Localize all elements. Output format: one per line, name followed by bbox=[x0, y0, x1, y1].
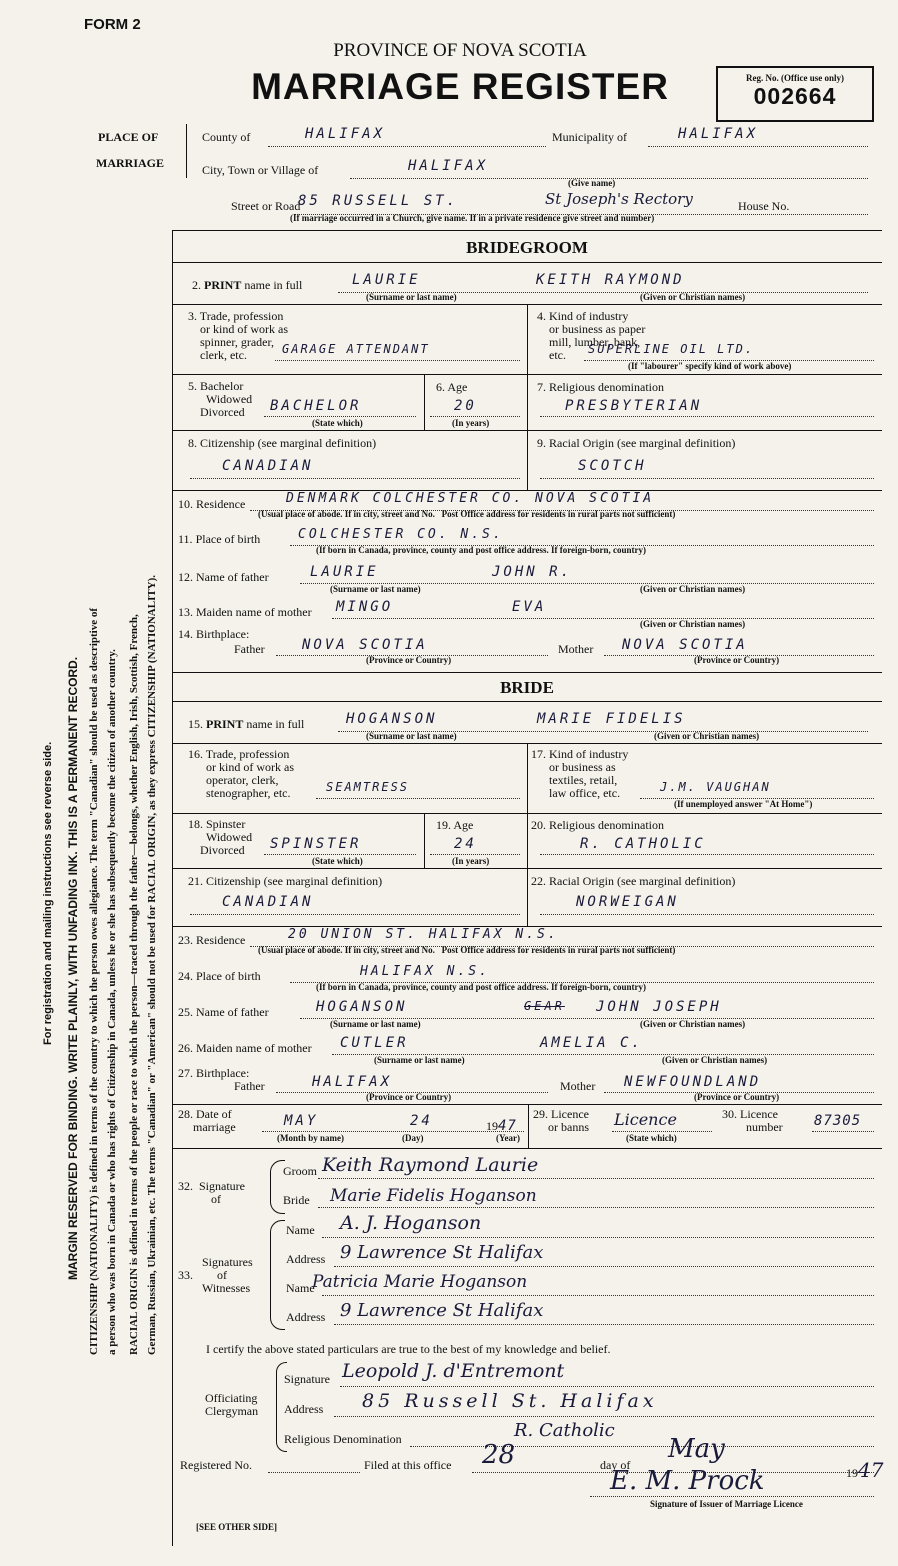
bride-bp-father-label: Father bbox=[234, 1079, 265, 1093]
groom-residence-label: 10. Residence bbox=[178, 497, 246, 511]
groom-bp-father-note: (Province or Country) bbox=[366, 655, 452, 665]
groom-bp-father-label: Father bbox=[234, 642, 265, 656]
see-other-side: [SEE OTHER SIDE] bbox=[196, 1522, 278, 1532]
groom-father-label: 12. Name of father bbox=[178, 570, 269, 584]
sig-label: 32. Signature of bbox=[178, 1179, 245, 1206]
day-of-label: day of bbox=[600, 1458, 631, 1472]
place-label-2: MARRIAGE bbox=[96, 156, 164, 170]
bride-section-title: BRIDE bbox=[500, 678, 554, 697]
registered-label: Registered No. bbox=[180, 1458, 252, 1472]
bride-father-given: JOHN JOSEPH bbox=[596, 999, 722, 1015]
licence-label: 29. Licence or banns bbox=[533, 1107, 589, 1134]
groom-surname: LAURIE bbox=[352, 272, 421, 288]
wit2-address-label: Address bbox=[286, 1310, 326, 1324]
groom-father-given-note: (Given or Christian names) bbox=[640, 584, 746, 594]
county-value: HALIFAX bbox=[305, 126, 386, 142]
groom-status-label: 5. Bachelor Widowed Divorced bbox=[188, 379, 253, 419]
street-extra-value: St Joseph's Rectory bbox=[545, 190, 693, 208]
licence-number-value: 87305 bbox=[814, 1113, 862, 1129]
bride-mother-given: AMELIA C. bbox=[540, 1035, 643, 1051]
groom-mother-label: 13. Maiden name of mother bbox=[178, 605, 312, 619]
groom-industry-value: SUPERLINE OIL LTD. bbox=[588, 342, 755, 356]
groom-given: KEITH RAYMOND bbox=[536, 272, 685, 288]
day-note: (Day) bbox=[402, 1133, 424, 1143]
clergy-signature: Leopold J. d'Entremont bbox=[342, 1360, 565, 1382]
groom-citizen-label: 8. Citizenship (see marginal definition) bbox=[188, 436, 377, 450]
city-label: City, Town or Village of bbox=[202, 163, 319, 177]
reg-label: Reg. No. (Office use only) bbox=[746, 73, 844, 83]
groom-birth-value: COLCHESTER CO. N.S. bbox=[298, 527, 504, 542]
bride-religion-value: R. CATHOLIC bbox=[580, 836, 706, 852]
groom-religion-value: PRESBYTERIAN bbox=[565, 398, 703, 414]
bride-mother-given-note: (Given or Christian names) bbox=[662, 1055, 768, 1065]
bride-surname-note: (Surname or last name) bbox=[366, 731, 457, 741]
wit1-address: 9 Lawrence St Halifax bbox=[340, 1242, 544, 1263]
bride-birth-note: (If born in Canada, province, county and post office address. If foreign-born, country) bbox=[316, 982, 647, 992]
issuer-label: Signature of Issuer of Marriage Licence bbox=[650, 1499, 803, 1509]
groom-bp-mother-label: Mother bbox=[558, 642, 594, 656]
bride-age-value: 24 bbox=[454, 836, 477, 852]
groom-signature: Keith Raymond Laurie bbox=[322, 1154, 539, 1176]
bride-bp-father: HALIFAX bbox=[312, 1074, 393, 1090]
groom-mother-surname: MINGO bbox=[336, 599, 394, 615]
bride-status-label: 18. Spinster Widowed Divorced bbox=[188, 817, 253, 857]
bride-racial-label: 22. Racial Origin (see marginal definition) bbox=[531, 874, 736, 888]
groom-status-value: BACHELOR bbox=[270, 398, 362, 414]
witness-label: Signatures 33. of Witnesses bbox=[178, 1255, 253, 1295]
municipality-label: Municipality of bbox=[552, 130, 627, 144]
bride-racial-value: NORWEIGAN bbox=[576, 894, 679, 910]
bride-industry-label: 17. Kind of industry or business as textiles, retail, law office, etc. bbox=[531, 747, 629, 800]
bride-citizen-label: 21. Citizenship (see marginal definition) bbox=[188, 874, 383, 888]
bride-surname: HOGANSON bbox=[346, 711, 438, 727]
margin-line-6: German, Russian, Ukrainian, etc. The terms "Canadian" or "American" should not be used for RACIAL ORIGIN, as they express CITIZENSHIP (NATIONALITY). bbox=[146, 574, 158, 1355]
filed-month: May bbox=[668, 1434, 725, 1464]
wit1-address-label: Address bbox=[286, 1252, 326, 1266]
bride-father-surname-note: (Surname or last name) bbox=[330, 1019, 421, 1029]
page-title: MARRIAGE REGISTER bbox=[251, 66, 669, 107]
place-label-1: PLACE OF bbox=[98, 130, 159, 144]
denomination-value: R. Catholic bbox=[514, 1420, 615, 1441]
street-note: (If marriage occurred in a Church, give name. If in a private residence give street and number) bbox=[290, 213, 655, 223]
bride-sig-label: Bride bbox=[283, 1193, 310, 1207]
groom-father-given: JOHN R. bbox=[492, 564, 573, 580]
marriage-month: MAY bbox=[284, 1113, 319, 1129]
wit2-name: Patricia Marie Hoganson bbox=[312, 1272, 528, 1292]
bride-name-label: 15. PRINT name in full bbox=[188, 717, 305, 731]
groom-citizen-value: CANADIAN bbox=[222, 458, 314, 474]
month-note: (Month by name) bbox=[277, 1133, 344, 1143]
bride-residence-value: 20 UNION ST. HALIFAX N.S. bbox=[288, 927, 559, 942]
form-code: FORM 2 bbox=[84, 16, 141, 33]
groom-age-note: (In years) bbox=[452, 418, 490, 428]
certify-text: I certify the above stated particulars are true to the best of my knowledge and belief. bbox=[206, 1342, 611, 1356]
bride-trade-value: SEAMTRESS bbox=[326, 780, 410, 794]
bride-mother-surname: CUTLER bbox=[340, 1035, 409, 1051]
bride-status-value: SPINSTER bbox=[270, 836, 362, 852]
filed-day: 28 bbox=[482, 1440, 516, 1470]
bride-bp-father-note: (Province or Country) bbox=[366, 1092, 452, 1102]
groom-birth-label: 11. Place of birth bbox=[178, 532, 261, 546]
bride-bp-mother: NEWFOUNDLAND bbox=[624, 1074, 762, 1090]
groom-mother-given: EVA bbox=[512, 599, 547, 615]
licence-note: (State which) bbox=[626, 1133, 677, 1143]
bride-industry-note: (If unemployed answer "At Home") bbox=[674, 799, 813, 809]
denomination-label: Religious Denomination bbox=[284, 1432, 402, 1446]
bride-residence-note: (Usual place of abode. If in city, street and No. Post Office address for residents in rural parts not sufficient) bbox=[258, 945, 676, 955]
bride-mother-surname-note: (Surname or last name) bbox=[374, 1055, 465, 1065]
groom-industry-note: (If "labourer" specify kind of work above) bbox=[628, 361, 792, 371]
groom-birthplace-label: 14. Birthplace: bbox=[178, 627, 250, 641]
bride-father-surname: HOGANSON bbox=[316, 999, 408, 1015]
groom-racial-label: 9. Racial Origin (see marginal definition) bbox=[537, 436, 736, 450]
clergy-address-label: Address bbox=[284, 1402, 324, 1416]
groom-bp-mother: NOVA SCOTIA bbox=[622, 637, 748, 653]
groom-father-surname: LAURIE bbox=[310, 564, 379, 580]
province-heading: PROVINCE OF NOVA SCOTIA bbox=[333, 40, 587, 61]
groom-bp-mother-note: (Province or Country) bbox=[694, 655, 780, 665]
filed-year: 1947 bbox=[846, 1458, 884, 1482]
year-note: (Year) bbox=[496, 1133, 520, 1143]
groom-age-label: 6. Age bbox=[436, 380, 468, 394]
house-label: House No. bbox=[738, 199, 790, 213]
clergy-address: 85 Russell St. Halifax bbox=[362, 1390, 658, 1412]
margin-line-3: CITIZENSHIP (NATIONALITY) is defined in terms of the country to which the person owes allegiance. The term "Canadian" should be used as descriptive of bbox=[88, 607, 100, 1355]
officiating-label: Officiating Clergyman bbox=[205, 1391, 259, 1418]
licence-value: Licence bbox=[614, 1110, 677, 1129]
margin-line-4: a person who was born in Canada or who has rights of Citizenship in Canada, unless he or she has subsequently become the citizen of another country. bbox=[106, 649, 118, 1355]
groom-trade-label: 3. Trade, profession or kind of work as spinner, grader, clerk, etc. bbox=[188, 309, 288, 362]
date-label: 28. Date of marriage bbox=[178, 1107, 236, 1134]
city-value: HALIFAX bbox=[408, 158, 489, 174]
bride-age-note: (In years) bbox=[452, 856, 490, 866]
street-label: Street or Road bbox=[231, 199, 301, 213]
bride-given-note: (Given or Christian names) bbox=[654, 731, 760, 741]
groom-religion-label: 7. Religious denomination bbox=[537, 380, 664, 394]
groom-sig-label: Groom bbox=[283, 1164, 317, 1178]
groom-section-title: BRIDEGROOM bbox=[466, 238, 588, 257]
groom-surname-note: (Surname or last name) bbox=[366, 292, 457, 302]
marriage-year: 1947 bbox=[486, 1118, 517, 1134]
groom-father-surname-note: (Surname or last name) bbox=[330, 584, 421, 594]
bride-bp-mother-note: (Province or Country) bbox=[694, 1092, 780, 1102]
street-value: 85 RUSSELL ST. bbox=[298, 193, 459, 209]
bride-mother-label: 26. Maiden name of mother bbox=[178, 1041, 312, 1055]
groom-bp-father: NOVA SCOTIA bbox=[302, 637, 428, 653]
groom-racial-value: SCOTCH bbox=[578, 458, 647, 474]
filed-label: Filed at this office bbox=[364, 1458, 452, 1472]
bride-signature: Marie Fidelis Hoganson bbox=[330, 1186, 537, 1206]
bride-given: MARIE FIDELIS bbox=[537, 711, 686, 727]
wit2-address: 9 Lawrence St Halifax bbox=[340, 1300, 544, 1321]
groom-trade-value: GARAGE ATTENDANT bbox=[282, 342, 430, 356]
groom-industry-label: 4. Kind of industry or business as paper mill, lumber, bank, etc. bbox=[537, 309, 646, 362]
bride-residence-label: 23. Residence bbox=[178, 933, 246, 947]
bride-father-given-note: (Given or Christian names) bbox=[640, 1019, 746, 1029]
groom-name-label: 2. PRINT name in full bbox=[192, 278, 303, 292]
groom-age-value: 20 bbox=[454, 398, 477, 414]
groom-given-note: (Given or Christian names) bbox=[640, 292, 746, 302]
groom-residence-note: (Usual place of abode. If in city, street and No. Post Office address for residents in rural parts not sufficient) bbox=[258, 509, 676, 519]
groom-residence-value: DENMARK COLCHESTER CO. NOVA SCOTIA bbox=[286, 491, 655, 506]
bride-citizen-value: CANADIAN bbox=[222, 894, 314, 910]
bride-religion-label: 20. Religious denomination bbox=[531, 818, 664, 832]
margin-line-1: For registration and mailing instructions see reverse side. bbox=[42, 741, 54, 1045]
bride-birthplace-label: 27. Birthplace: bbox=[178, 1066, 250, 1080]
wit2-name-label: Name bbox=[286, 1281, 315, 1295]
licence-number-label: 30. Licence number bbox=[722, 1107, 783, 1134]
bride-status-note: (State which) bbox=[312, 856, 363, 866]
margin-line-5: RACIAL ORIGIN is defined in terms of the people or race to which the person—traced through the father—belongs, whether English, Irish, Scottish, French, bbox=[128, 614, 140, 1355]
bride-industry-value: J.M. VAUGHAN bbox=[660, 780, 771, 794]
groom-mother-given-note: (Given or Christian names) bbox=[640, 619, 746, 629]
wit1-name-label: Name bbox=[286, 1223, 315, 1237]
bride-birth-label: 24. Place of birth bbox=[178, 969, 261, 983]
issuer-signature: E. M. Prock bbox=[610, 1466, 765, 1496]
bride-age-label: 19. Age bbox=[436, 818, 474, 832]
marriage-day: 24 bbox=[410, 1113, 433, 1129]
groom-status-note: (State which) bbox=[312, 418, 363, 428]
clergy-sig-label: Signature bbox=[284, 1372, 330, 1386]
bride-father-label: 25. Name of father bbox=[178, 1005, 269, 1019]
reg-number: 002664 bbox=[753, 83, 837, 109]
give-name-note: (Give name) bbox=[568, 178, 616, 188]
municipality-value: HALIFAX bbox=[678, 126, 759, 142]
groom-birth-note: (If born in Canada, province, county and post office address. If foreign-born, country) bbox=[316, 545, 647, 555]
reg-box bbox=[716, 66, 874, 122]
bride-father-struck: GEAR bbox=[524, 999, 565, 1013]
bride-trade-label: 16. Trade, profession or kind of work as operator, clerk, stenographer, etc. bbox=[188, 747, 294, 800]
bride-birth-value: HALIFAX N.S. bbox=[360, 964, 490, 979]
county-label: County of bbox=[202, 130, 251, 144]
bride-bp-mother-label: Mother bbox=[560, 1079, 596, 1093]
margin-line-2: MARGIN RESERVED FOR BINDING. WRITE PLAINLY, WITH UNFADING INK. THIS IS A PERMANENT RECORD. bbox=[66, 656, 80, 1280]
wit1-name: A. J. Hoganson bbox=[340, 1212, 482, 1234]
